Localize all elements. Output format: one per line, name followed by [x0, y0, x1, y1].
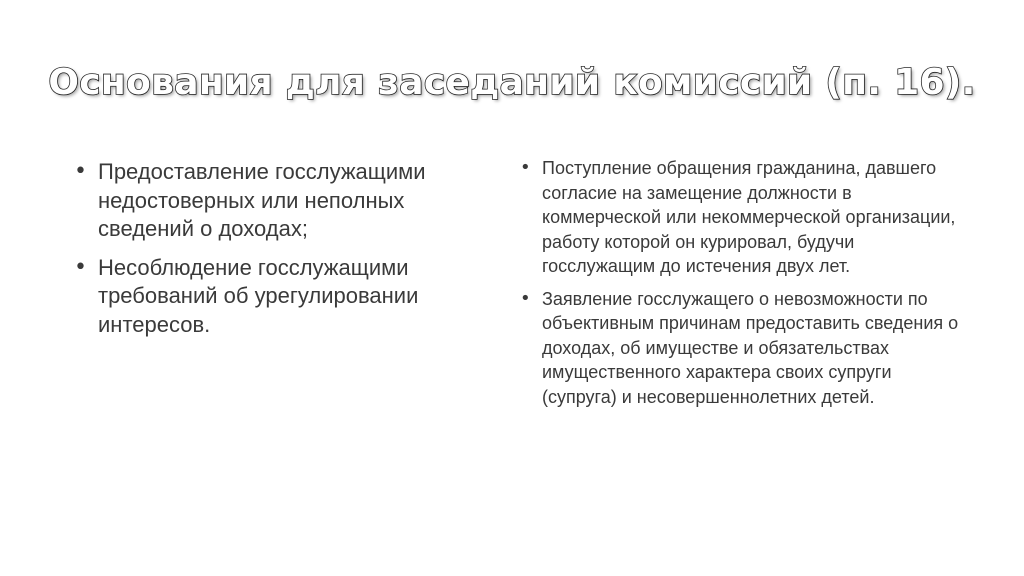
bullet-icon: • — [520, 287, 531, 309]
list-item-text: Несоблюдение госслужащими требований об урегулировании интересов. — [98, 254, 419, 337]
list-item-text: Поступление обращения гражданина, давшего согласие на замещение должности в коммерческой или некоммерческой организации, работу которой он курировал, будучи госслужащим до истечения двух лет. — [542, 158, 956, 276]
bullet-icon: • — [520, 157, 531, 178]
list-item — [520, 287, 960, 410]
bullet-icon: • — [74, 254, 87, 280]
list-item — [74, 254, 494, 340]
list-item-text: Предоставление госслужащими недостоверных или неполных сведений о доходах; — [98, 159, 426, 241]
left-bullet-list — [74, 158, 494, 349]
list-item — [520, 156, 960, 279]
slide-title: Основания для заседаний комиссий (п. 16). — [48, 62, 976, 103]
list-item — [74, 158, 494, 244]
right-bullet-list — [520, 156, 960, 417]
bullet-icon: • — [74, 159, 87, 184]
list-item-text: Заявление госслужащего о невозможности по объективным причинам предоставить сведения о доходах, об имуществе и обязательствах имущественного характера своих супруги (супруга) и несовершеннолетних детей. — [542, 288, 959, 407]
